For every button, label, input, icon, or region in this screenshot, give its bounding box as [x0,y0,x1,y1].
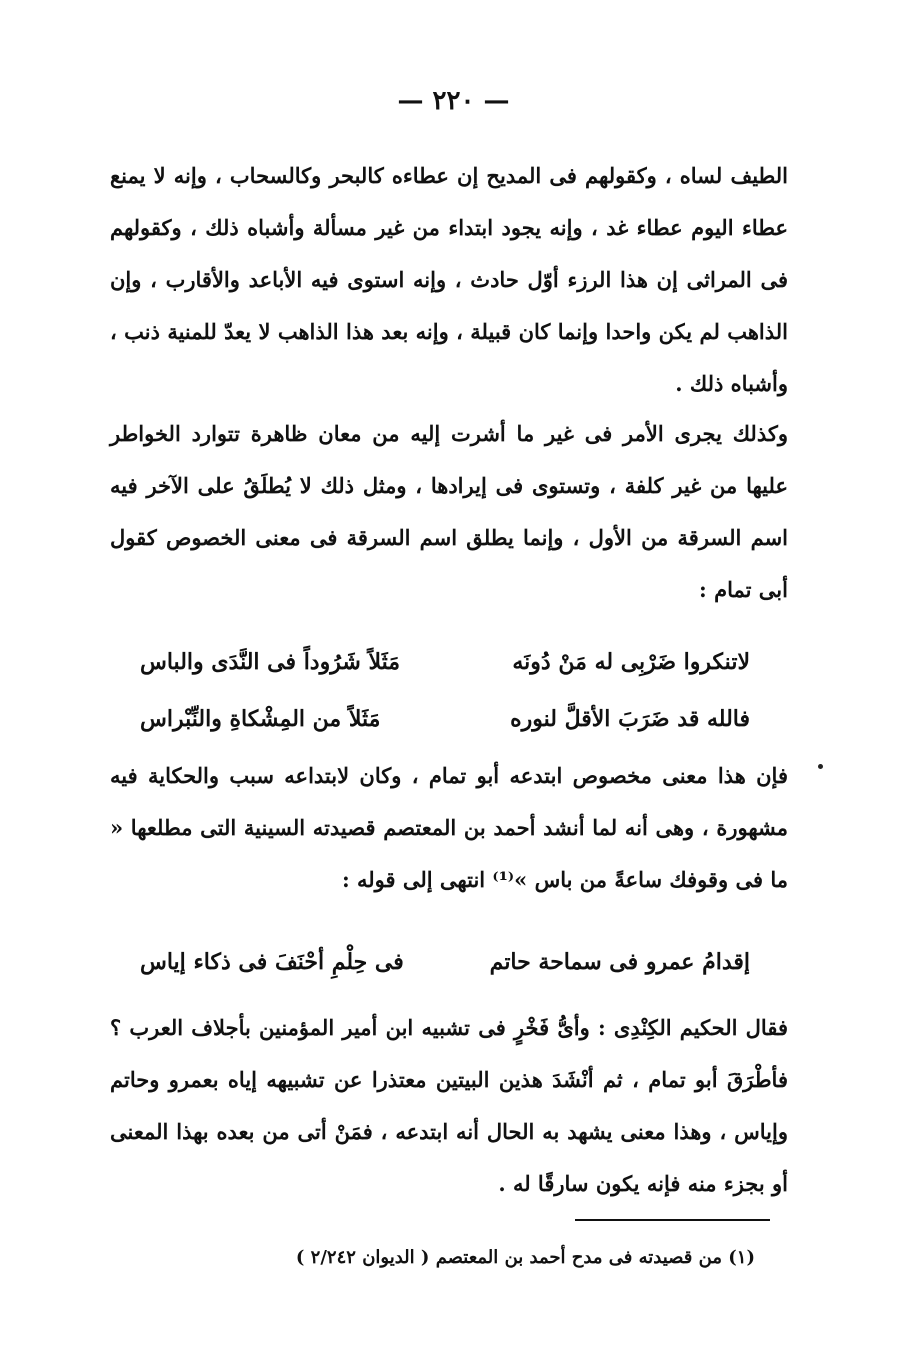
paragraph-4: فقال الحكيم الكِنْدِى : وأىُّ فَخْرٍ فى تشبيه ابن أمير المؤمنين بأجلاف العرب ؟ فأطْرَقَ أبو تمام ، ثم أنْشَدَ هذين البيتين معتذرا عن تشبيهه إياه بعمرو وحاتم وإياس ، وهذا معنى يشهد به الحال أنه ابتدعه ، فمَنْ أتى من بعده بهذا المعنى أو بجزء منه فإنه يكون سارقًا له . [110,1015,788,1196]
verse-3-first-hemistich: إقدامُ عمرو فى سماحة حاتم [489,949,750,975]
footnote-divider [575,1219,770,1221]
verse-1-second-hemistich: مَثَلاً شَرُوداً فى النَّدَى والباس [140,649,401,675]
paragraph-3: فإن هذا معنى مخصوص ابتدعه أبو تمام ، وكان لابتداعه سبب والحكاية فيه مشهورة ، وهى أنه لما أنشد أحمد بن المعتصم قصيدته السينية التى مطلعها « ما فى وقوفك ساعةً من باس »⁽¹⁾ انتهى إلى قوله : [110,763,788,892]
verse-line-1 [140,642,750,682]
page-number: — ٢٢٠ — [397,86,510,116]
verse-2-first-hemistich: فالله قد ضَرَبَ الأقلَّ لنوره [510,706,750,732]
footnote: (١) من قصيدته فى مدح أحمد بن المعتصم ( الديوان ٢/٢٤٢ ) [295,1247,755,1268]
verse-line-3 [140,942,750,982]
verse-1-first-hemistich: لاتنكروا ضَرْبِى له مَنْ دُونَه [512,649,750,675]
paragraph-1: الطيف لساه ، وكقولهم فى المديح إن عطاءه كالبحر وكالسحاب ، وإنه لا يمنع عطاء اليوم عطاء غد ، وإنه يجود ابتداء من غير مسألة وأشباه ذلك ، وكقولهم فى المراثى إن هذا الرزء أوّل حادث ، وإنه استوى فيه الأباعد والأقارب ، وإن الذاهب لم يكن واحدا وإنما كان قبيلة ، وإنه بعد هذا الذاهب لا يعدّ للمنية ذنب ، وأشباه ذلك . [110,163,788,396]
verse-line-2 [140,699,750,739]
paragraph-2: وكذلك يجرى الأمر فى غير ما أشرت إليه من معان ظاهرة تتوارد الخواطر عليها من غير كلفة ، وتستوى فى إيرادها ، ومثل ذلك لا يُطلَقُ على الآخر فيه اسم السرقة من الأول ، وإنما يطلق اسم السرقة فى معنى الخصوص كقول أبى تمام : [110,421,788,602]
verse-2-second-hemistich: مَثَلاً من المِشْكاةِ والنِّبْراس [140,706,381,732]
verse-3-second-hemistich: فى حِلْمِ أحْنَفَ فى ذكاء إياس [140,949,404,975]
